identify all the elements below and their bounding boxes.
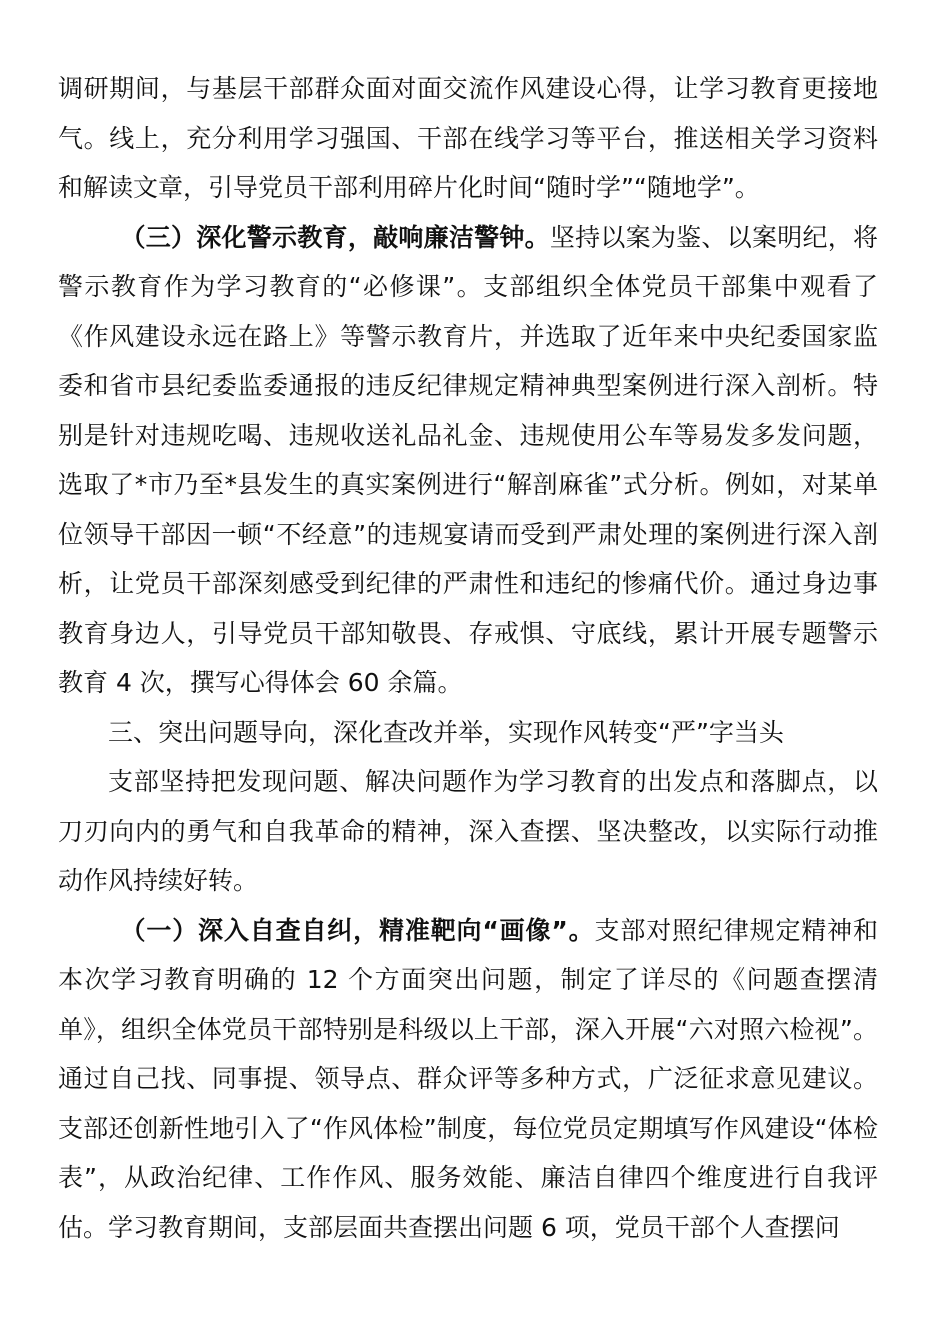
paragraph-warning-education-body: 坚持以案为鉴、以案明纪，将警示教育作为学习教育的“必修课”。支部组织全体党员干部集中观看了《作风建设永远在路上》等警示教育片，并选取了近年来中央纪委国家监委和省市县纪委监委通报的违反纪律规定精神典型案例进行深入剖析。特别是针对违规吃喝、违规收送礼品礼金、违规使用公车等易发多发问题，选取了*市乃至*县发生的真实案例进行“解剖麻雀”式分析。例如，对某单位领导干部因一顿“不经意”的违规宴请而受到严肃处理的案例进行深入剖析，让党员干部深刻感受到纪律的严肃性和违纪的惨痛代价。通过身边事教育身边人，引导党员干部知敬畏、存戒惧、守底线，累计开展专题警示教育 4 次，撰写心得体会 60 余篇。 [58, 222, 878, 697]
section-title-three: 三、突出问题导向，深化查改并举，实现作风转变“严”字当头 [108, 717, 784, 747]
subheading-self-inspection: （一）深入自查自纠，精准靶向“画像”。 [120, 915, 595, 945]
paragraph-self-inspection-body: 支部对照纪律规定精神和本次学习教育明确的 12 个方面突出问题，制定了详尽的《问题查摆清单》，组织全体党员干部特别是科级以上干部，深入开展“六对照六检视”。通过自己找、同事提、领导点、群众评等多种方式，广泛征求意见建议。支部还创新性地引入了“作风体检”制度，每位党员定期填写作风建设“体检表”，从政治纪律、工作作风、服务效能、廉洁自律四个维度进行自我评估。学习教育期间，支部层面共查摆出问题 6 项，党员干部个人查摆问 [58, 915, 878, 1242]
document-body [58, 64, 878, 1252]
paragraph-self-inspection [58, 906, 878, 1253]
paragraph-warning-education [58, 213, 878, 708]
paragraph-problem-orientation: 支部坚持把发现问题、解决问题作为学习教育的出发点和落脚点，以刀刃向内的勇气和自我革命的精神，深入查摆、坚决整改，以实际行动推动作风持续好转。 [58, 767, 878, 895]
paragraph-continuation: 调研期间，与基层干部群众面对面交流作风建设心得，让学习教育更接地气。线上，充分利用学习强国、干部在线学习等平台，推送相关学习资料和解读文章，引导党员干部利用碎片化时间“随时学”“随地学”。 [58, 74, 878, 202]
subheading-warning-education: （三）深化警示教育，敲响廉洁警钟。 [120, 222, 550, 252]
